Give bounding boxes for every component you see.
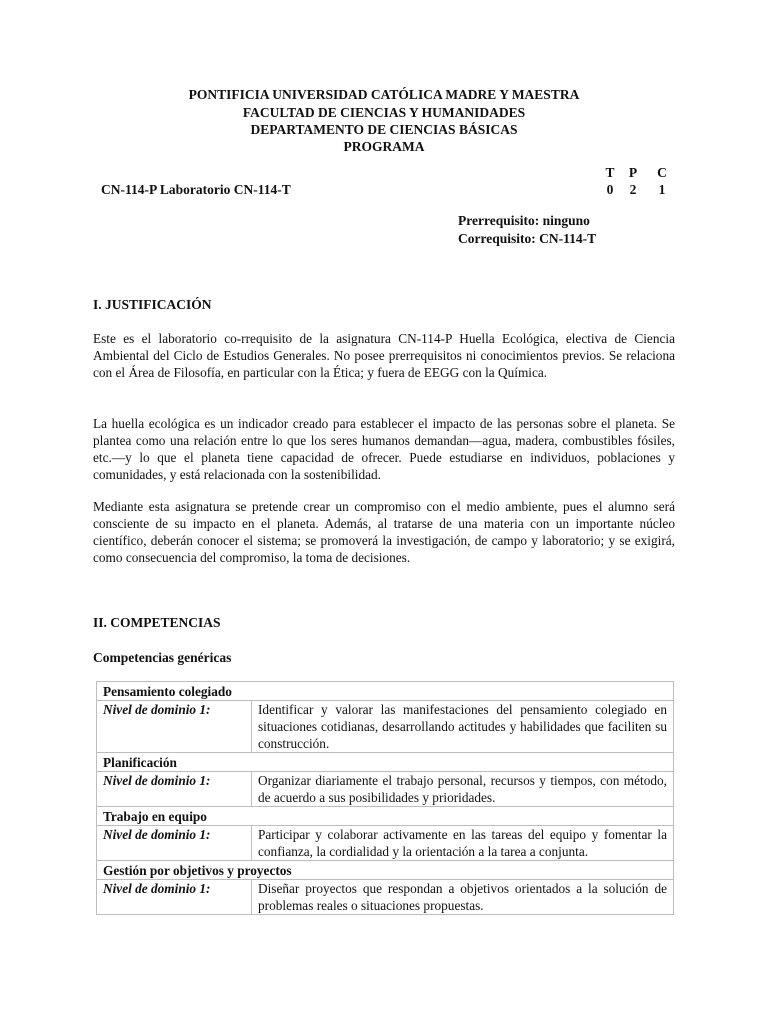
competency-level: Nivel de dominio 1: xyxy=(97,772,252,807)
table-row xyxy=(97,807,674,826)
competency-category: Pensamiento colegiado xyxy=(97,682,674,701)
competency-category: Planificación xyxy=(97,753,674,772)
course-code-title: CN-114-P Laboratorio CN-114-T xyxy=(101,182,291,197)
competency-level: Nivel de dominio 1: xyxy=(97,701,252,753)
competency-description: Organizar diariamente el trabajo personal, recursos y tiempos, con método, de acuerdo a sus posibilidades y prioridades. xyxy=(252,772,674,807)
prerequisite: Prerrequisito: ninguno xyxy=(458,213,590,228)
competency-description: Diseñar proyectos que respondan a objetivos orientados a la solución de problemas reales o situaciones propuestas. xyxy=(252,880,674,915)
section-competencies-title: II. COMPETENCIAS xyxy=(93,615,221,630)
table-row xyxy=(97,701,674,753)
table-row xyxy=(97,826,674,861)
table-row xyxy=(97,753,674,772)
tpc-value-c: 1 xyxy=(658,182,666,197)
justification-paragraph-3: Mediante esta asignatura se pretende crear un compromiso con el medio ambiente, pues el alumno será consciente de su impacto en el planeta. Además, al tratarse de una materia con un importante núcleo científico, deberán conocer el sistema; se promoverá la investigación, de campo y laboratorio; y se exigirá, como consecuencia del compromiso, la toma de decisiones. xyxy=(93,499,675,565)
university-name: PONTIFICIA UNIVERSIDAD CATÓLICA MADRE Y MAESTRA xyxy=(188,87,580,102)
justification-paragraph-2: La huella ecológica es un indicador creado para establecer el impacto de las personas sobre el planeta. Se plantea como una relación entre lo que los seres humanos demandan—agua, madera, combustibles fósiles, etc.—y lo que el planeta tiene capacidad de ofrecer. Puede estudiarse en individuos, poblaciones y comunidades, y está relacionada con la sostenibilidad. xyxy=(93,416,675,482)
competency-level: Nivel de dominio 1: xyxy=(97,826,252,861)
tpc-value-p: 2 xyxy=(629,182,637,197)
section-justification-title: I. JUSTIFICACIÓN xyxy=(93,297,212,312)
generic-competencies-subtitle: Competencias genéricas xyxy=(93,650,232,665)
justification-paragraph-1: Este es el laboratorio co-rrequisito de la asignatura CN-114-P Huella Ecológica, electiva de Ciencia Ambiental del Ciclo de Estudios Generales. No posee prerrequisitos ni conocimientos previos. Se relaciona con el Área de Filosofía, en particular con la Ética; y fuera de EEGG con la Química. xyxy=(93,331,675,380)
tpc-header-c: C xyxy=(657,165,667,180)
competency-category: Gestión por objetivos y proyectos xyxy=(97,861,674,880)
competencies-table xyxy=(96,681,674,915)
tpc-header-t: T xyxy=(605,165,615,180)
tpc-value-t: 0 xyxy=(606,182,614,197)
competency-description: Participar y colaborar activamente en las tareas del equipo y fomentar la confianza, la cordialidad y la orientación a la tarea a conjunta. xyxy=(252,826,674,861)
competency-level: Nivel de dominio 1: xyxy=(97,880,252,915)
competency-category: Trabajo en equipo xyxy=(97,807,674,826)
competency-description: Identificar y valorar las manifestaciones del pensamiento colegiado en situaciones cotidianas, desarrollando actitudes y habilidades que faciliten su construcción. xyxy=(252,701,674,753)
table-row xyxy=(97,861,674,880)
table-row xyxy=(97,880,674,915)
table-row xyxy=(97,682,674,701)
faculty-name: FACULTAD DE CIENCIAS Y HUMANIDADES xyxy=(242,105,526,120)
tpc-header-p: P xyxy=(628,165,638,180)
document-type: PROGRAMA xyxy=(343,139,425,154)
department-name: DEPARTAMENTO DE CIENCIAS BÁSICAS xyxy=(250,122,518,137)
table-row xyxy=(97,772,674,807)
corequisite: Correquisito: CN-114-T xyxy=(458,231,597,246)
